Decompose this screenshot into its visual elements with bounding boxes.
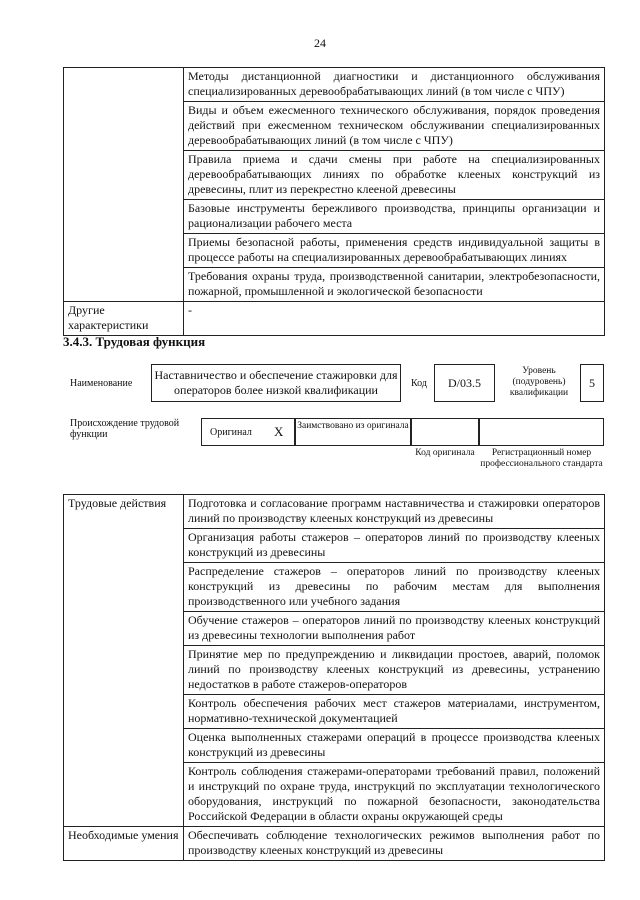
level-box xyxy=(580,364,604,402)
table-row xyxy=(64,68,605,102)
function-code-value: D/03.5 xyxy=(448,376,481,390)
table-cell: Контроль обеспечения рабочих мест стажеров материалами, инструментом, нормативно-технической документацией xyxy=(184,695,605,729)
code-original-box xyxy=(411,418,479,446)
function-code-box xyxy=(434,364,495,402)
table-cell-empty xyxy=(64,68,184,302)
table-cell: Приемы безопасной работы, применения средств индивидуальной защиты в процессе работы на специализированных деревообрабатывающих линиях xyxy=(184,234,605,268)
labor-actions-table xyxy=(63,494,605,861)
labor-actions-label: Трудовые действия xyxy=(64,495,184,827)
table-cell: Виды и объем ежесменного технического обслуживания, порядок проведения действий при ежесменном техническом обслуживании специализированных деревообрабатывающих линий (в том числе с ЧПУ) xyxy=(184,102,605,151)
table-row xyxy=(64,495,605,529)
table-cell: Контроль соблюдения стажерами-операторами требований правил, положений и инструкций по охране труда, инструкций по эксплуатации технологического оборудования, инструкций по пожарной безопасности, законодательства Российской Федерации в области охраны окружающей среды xyxy=(184,763,605,827)
original-box xyxy=(201,418,295,446)
borrowed-box xyxy=(295,418,411,446)
original-label: Оригинал xyxy=(210,427,252,438)
origin-label: Происхождение трудовой функции xyxy=(70,418,180,440)
table-cell: Организация работы стажеров – операторов линий по производству клееных конструкций из древесины xyxy=(184,529,605,563)
borrowed-label: Заимствовано из оригинала xyxy=(297,421,409,431)
other-characteristics-label: Другие характеристики xyxy=(64,302,184,336)
table-cell: Правила приема и сдачи смены при работе на специализированных деревообрабатывающих линиях по обработке клееных конструкций из древесины, плит из перекрестно клееной древесины xyxy=(184,151,605,200)
table-cell: Оценка выполненных стажерами операций в процессе производства клееных конструкций из древесины xyxy=(184,729,605,763)
table-cell: Принятие мер по предупреждению и ликвидации простоев, аварий, поломок линий по производству клееных конструкций из древесины, устранению недостатков в работе стажеров-операторов xyxy=(184,646,605,695)
registration-number-box xyxy=(479,418,604,446)
table-cell: Требования охраны труда, производственной санитарии, электробезопасности, пожарной, промышленной и экологической безопасности xyxy=(184,268,605,302)
function-name-value: Наставничество и обеспечение стажировки для операторов более низкой квалификации xyxy=(154,368,398,397)
level-label: Уровень (подуровень) квалификации xyxy=(509,366,569,398)
skills-label: Необходимые умения xyxy=(64,827,184,861)
function-name-box xyxy=(151,364,401,402)
table-cell: Базовые инструменты бережливого производства, принципы организации и рационализации рабочего места xyxy=(184,200,605,234)
level-value: 5 xyxy=(589,376,595,390)
table-cell: Подготовка и согласование программ наставничества и стажировки операторов линий по производству клееных конструкций из древесины xyxy=(184,495,605,529)
table-cell: Распределение стажеров – операторов линий по производству клееных конструкций из древесины по рабочим местам для выполнения производственного или учебного задания xyxy=(184,563,605,612)
table-cell: Методы дистанционной диагностики и дистанционного обслуживания специализированных деревообрабатывающих линий (в том числе с ЧПУ) xyxy=(184,68,605,102)
code-original-label: Код оригинала xyxy=(415,448,475,458)
knowledge-table xyxy=(63,67,605,336)
table-row xyxy=(64,302,605,336)
name-label: Наименование xyxy=(70,378,133,389)
code-label: Код xyxy=(411,378,427,389)
registration-number-label: Регистрационный номер профессионального стандарта xyxy=(480,448,603,469)
original-mark: X xyxy=(274,424,284,439)
table-row xyxy=(64,827,605,861)
table-cell: Обучение стажеров – операторов линий по производству клееных конструкций из древесины технологии выполнения работ xyxy=(184,612,605,646)
section-heading: 3.4.3. Трудовая функция xyxy=(63,334,206,349)
table-cell: Обеспечивать соблюдение технологических режимов выполнения работ по производству клееных конструкций из древесины xyxy=(184,827,605,861)
page-number: 24 xyxy=(314,36,326,50)
other-characteristics-value: - xyxy=(184,302,605,336)
